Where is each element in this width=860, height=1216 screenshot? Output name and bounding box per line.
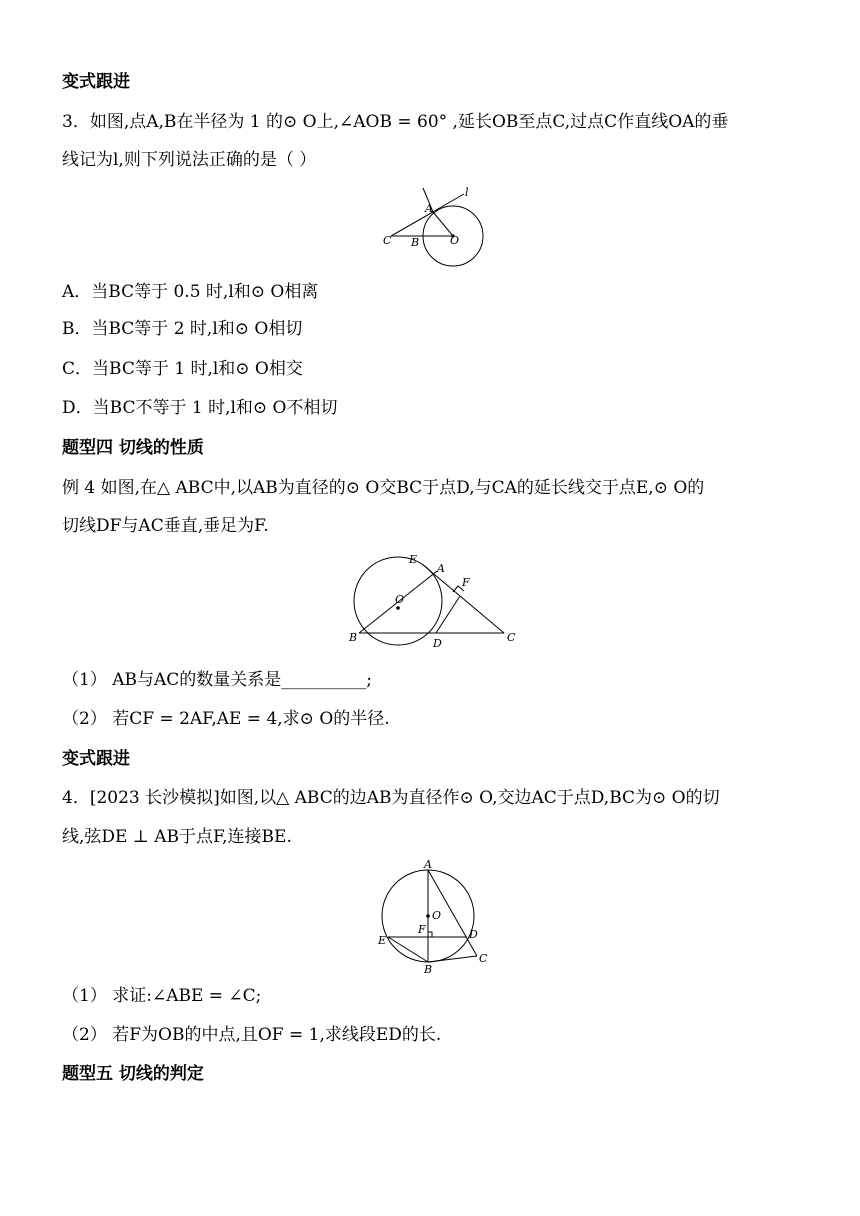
- fig3-line-bc: [428, 956, 477, 962]
- option-c: C．当BC等于 1 时,l和⊙ O相交: [62, 359, 303, 379]
- fig2-label-a: A: [437, 562, 445, 575]
- fig3-line-eb: [388, 937, 428, 962]
- fig1-label-a: A: [425, 202, 433, 215]
- fig3-point-o: [426, 914, 430, 918]
- fig3-right-angle: [428, 932, 432, 937]
- fig3-label-b: B: [424, 963, 433, 976]
- fig2-point-o: [396, 606, 400, 610]
- heading-variant-follow-up-1: 变式跟进: [62, 72, 130, 92]
- fig1-label-o: O: [450, 234, 460, 247]
- fig2-label-b: B: [349, 631, 358, 644]
- option-a: A．当BC等于 0.5 时,l和⊙ O相离: [62, 282, 319, 302]
- option-b: B．当BC等于 2 时,l和⊙ O相切: [62, 319, 303, 339]
- figure-1-svg: [380, 184, 484, 268]
- fig2-label-c: C: [507, 631, 516, 644]
- example-4-line-1: 例 4 如图,在△ ABC中,以AB为直径的⊙ O交BC于点D,与CA的延长线交于点E,⊙ O的: [62, 478, 705, 498]
- example-4-part-2: （2） 若CF = 2AF,AE = 4,求⊙ O的半径.: [62, 709, 390, 729]
- figure-1: [380, 184, 484, 268]
- fig2-label-f: F: [462, 576, 470, 589]
- fig1-line-oa: [433, 212, 453, 236]
- fig2-label-e: E: [409, 553, 418, 566]
- figure-2-svg: [344, 552, 524, 654]
- heading-variant-follow-up-2: 变式跟进: [62, 749, 130, 769]
- fig3-label-f: F: [418, 923, 426, 936]
- fig2-label-d: D: [433, 637, 442, 650]
- heading-type-five: 题型五 切线的判定: [62, 1064, 204, 1084]
- figure-2: [344, 552, 524, 654]
- fig1-line-l: [391, 194, 464, 236]
- fig2-line-ec: [422, 564, 504, 633]
- question-4-line-1: 4．[2023 长沙模拟]如图,以△ ABC的边AB为直径作⊙ O,交边AC于点D,BC为⊙ O的切: [62, 788, 720, 808]
- question-4-part-1: （1） 求证:∠ABE = ∠C;: [62, 986, 262, 1006]
- option-d: D．当BC不等于 1 时,l和⊙ O不相切: [62, 398, 338, 418]
- fig1-label-l: l: [465, 186, 469, 199]
- example-4-part-1: （1） AB与AC的数量关系是__________;: [62, 670, 373, 690]
- fig3-label-e: E: [378, 934, 387, 947]
- fig3-label-o: O: [432, 909, 442, 922]
- fig3-label-c: C: [479, 952, 488, 965]
- question-3-line-2: 线记为l,则下列说法正确的是（ ）: [62, 150, 317, 170]
- figure-3-svg: [372, 858, 492, 976]
- fig2-label-o: O: [395, 593, 405, 606]
- question-3-line-1: 3．如图,点A,B在半径为 1 的⊙ O上,∠AOB = 60° ,延长OB至点C,过点C作直线OA的垂: [62, 112, 729, 132]
- example-4-line-2: 切线DF与AC垂直,垂足为F.: [62, 516, 269, 536]
- fig1-label-c: C: [383, 234, 392, 247]
- question-4-part-2: （2） 若F为OB的中点,且OF = 1,求线段ED的长.: [62, 1025, 442, 1045]
- figure-3: [372, 858, 492, 976]
- fig3-label-d: D: [469, 928, 478, 941]
- question-4-line-2: 线,弦DE ⊥ AB于点F,连接BE.: [62, 827, 292, 847]
- fig3-label-a: A: [424, 858, 432, 871]
- heading-type-four: 题型四 切线的性质: [62, 438, 204, 458]
- fig1-label-b: B: [411, 236, 420, 249]
